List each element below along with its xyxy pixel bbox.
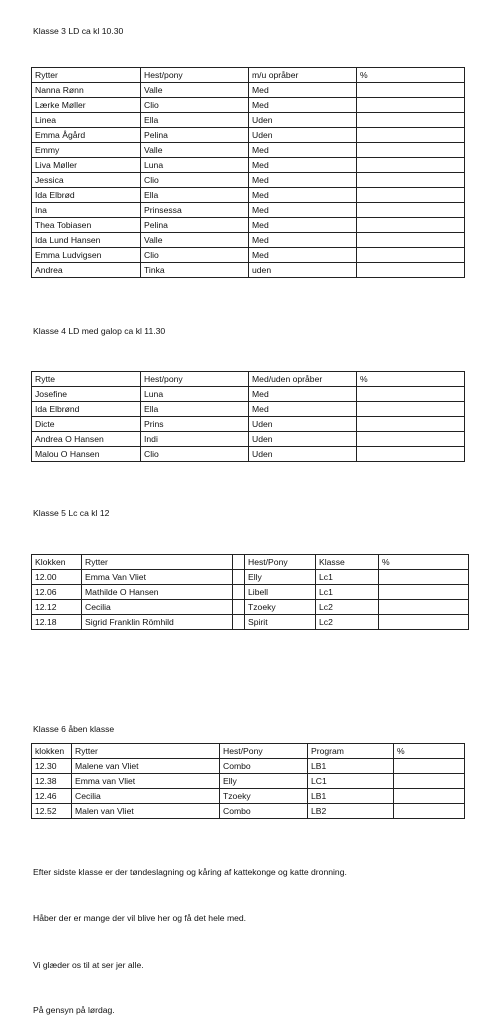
table-cell bbox=[357, 98, 465, 113]
table-cell: Linea bbox=[32, 113, 141, 128]
table-cell: Pelina bbox=[141, 218, 249, 233]
table-cell: 12.52 bbox=[32, 804, 72, 819]
table-cell: Uden bbox=[249, 128, 357, 143]
table-cell: Med bbox=[249, 173, 357, 188]
table-cell: Med bbox=[249, 248, 357, 263]
table-header-row bbox=[32, 744, 465, 759]
table-cell: Liva Møller bbox=[32, 158, 141, 173]
table-cell: 12.06 bbox=[32, 585, 82, 600]
table-cell bbox=[357, 173, 465, 188]
table-cell: Med bbox=[249, 402, 357, 417]
table-cell: Ina bbox=[32, 203, 141, 218]
table-row bbox=[32, 570, 469, 585]
table-cell: Elly bbox=[245, 570, 316, 585]
table-row bbox=[32, 233, 465, 248]
table-cell bbox=[357, 387, 465, 402]
table-header-row bbox=[32, 68, 465, 83]
table-cell bbox=[233, 600, 245, 615]
table-cell: Rytter bbox=[82, 555, 233, 570]
table-cell bbox=[357, 143, 465, 158]
table-cell: Rytter bbox=[72, 744, 220, 759]
table-cell: Tinka bbox=[141, 263, 249, 278]
table-cell: Ella bbox=[141, 113, 249, 128]
table-row bbox=[32, 759, 465, 774]
table-cell: Combo bbox=[220, 759, 308, 774]
table-cell: klokken bbox=[32, 744, 72, 759]
table-cell: Cecilia bbox=[72, 789, 220, 804]
table-cell: Med bbox=[249, 143, 357, 158]
table-cell: Klasse bbox=[316, 555, 379, 570]
table-cell: Luna bbox=[141, 387, 249, 402]
table-cell: Prinsessa bbox=[141, 203, 249, 218]
table-cell bbox=[394, 759, 465, 774]
table-cell: Thea Tobiasen bbox=[32, 218, 141, 233]
table-cell bbox=[357, 417, 465, 432]
table-cell: Cecilia bbox=[82, 600, 233, 615]
table-cell: Ida Elbrød bbox=[32, 188, 141, 203]
table-cell: Josefine bbox=[32, 387, 141, 402]
table-row bbox=[32, 615, 469, 630]
table-cell: 12.18 bbox=[32, 615, 82, 630]
table-cell: Sigrid Franklin Römhild bbox=[82, 615, 233, 630]
table-cell: Emma Ludvigsen bbox=[32, 248, 141, 263]
table-cell: Emmy bbox=[32, 143, 141, 158]
table-cell: % bbox=[394, 744, 465, 759]
table-cell bbox=[379, 570, 469, 585]
table-cell: 12.30 bbox=[32, 759, 72, 774]
table-cell: uden bbox=[249, 263, 357, 278]
table-row bbox=[32, 600, 469, 615]
table-cell: LB2 bbox=[308, 804, 394, 819]
table-cell: Clio bbox=[141, 248, 249, 263]
table-cell: Ida Lund Hansen bbox=[32, 233, 141, 248]
table-cell bbox=[379, 600, 469, 615]
table-row bbox=[32, 447, 465, 462]
table-cell: 12.12 bbox=[32, 600, 82, 615]
table-cell: Rytter bbox=[32, 68, 141, 83]
heading-klasse-4: Klasse 4 LD med galop ca kl 11.30 bbox=[33, 326, 166, 336]
table-header-row bbox=[32, 372, 465, 387]
closing-paragraph-1: Efter sidste klasse er der tøndeslagning og kåring af kattekonge og katte dronning. bbox=[33, 867, 347, 877]
table-cell: Ella bbox=[141, 402, 249, 417]
closing-paragraph-2: Håber der er mange der vil blive her og få det hele med. bbox=[33, 913, 247, 923]
table-cell: Libell bbox=[245, 585, 316, 600]
table-row bbox=[32, 143, 465, 158]
table-cell bbox=[357, 218, 465, 233]
table-cell bbox=[357, 128, 465, 143]
table-cell: Valle bbox=[141, 83, 249, 98]
table-row bbox=[32, 128, 465, 143]
table-cell: Med bbox=[249, 188, 357, 203]
table-klasse-4 bbox=[31, 371, 465, 462]
table-row bbox=[32, 98, 465, 113]
heading-klasse-5: Klasse 5 Lc ca kl 12 bbox=[33, 508, 110, 518]
table-cell bbox=[357, 83, 465, 98]
table-cell: Prins bbox=[141, 417, 249, 432]
table-row bbox=[32, 248, 465, 263]
table-cell: Hest/pony bbox=[141, 372, 249, 387]
table-cell: Lc2 bbox=[316, 615, 379, 630]
table-cell: Lc2 bbox=[316, 600, 379, 615]
table-cell: Clio bbox=[141, 447, 249, 462]
table-row bbox=[32, 417, 465, 432]
table-row bbox=[32, 387, 465, 402]
table-row bbox=[32, 585, 469, 600]
table-cell bbox=[357, 248, 465, 263]
table-cell: Tzoeky bbox=[220, 789, 308, 804]
table-cell: Med bbox=[249, 387, 357, 402]
table-cell: 12.38 bbox=[32, 774, 72, 789]
table-cell: Dicte bbox=[32, 417, 141, 432]
table-cell: Valle bbox=[141, 143, 249, 158]
table-cell: Tzoeky bbox=[245, 600, 316, 615]
table-cell bbox=[233, 570, 245, 585]
table-cell: Hest/pony bbox=[141, 68, 249, 83]
table-row bbox=[32, 432, 465, 447]
table-cell: Andrea O Hansen bbox=[32, 432, 141, 447]
table-cell: m/u opråber bbox=[249, 68, 357, 83]
table-cell bbox=[357, 432, 465, 447]
table-cell bbox=[357, 402, 465, 417]
table-cell: Malen van Vliet bbox=[72, 804, 220, 819]
table-cell bbox=[394, 789, 465, 804]
heading-klasse-3: Klasse 3 LD ca kl 10.30 bbox=[33, 26, 124, 36]
table-header-row bbox=[32, 555, 469, 570]
table-cell: Uden bbox=[249, 447, 357, 462]
table-cell bbox=[357, 233, 465, 248]
table-cell: Med bbox=[249, 158, 357, 173]
table-cell: Pelina bbox=[141, 128, 249, 143]
table-cell: Uden bbox=[249, 432, 357, 447]
table-row bbox=[32, 804, 465, 819]
table-klasse-3 bbox=[31, 67, 465, 278]
table-cell: Malene van Vliet bbox=[72, 759, 220, 774]
table-cell: Luna bbox=[141, 158, 249, 173]
table-cell bbox=[357, 188, 465, 203]
table-cell bbox=[357, 263, 465, 278]
table-cell bbox=[394, 774, 465, 789]
table-cell: Med bbox=[249, 83, 357, 98]
table-row bbox=[32, 173, 465, 188]
table-row bbox=[32, 402, 465, 417]
table-cell: Spirit bbox=[245, 615, 316, 630]
table-cell bbox=[379, 585, 469, 600]
table-cell: Uden bbox=[249, 113, 357, 128]
table-cell: Med bbox=[249, 98, 357, 113]
table-cell: Ida Elbrønd bbox=[32, 402, 141, 417]
table-cell bbox=[233, 555, 245, 570]
table-cell bbox=[357, 113, 465, 128]
table-row bbox=[32, 188, 465, 203]
table-row bbox=[32, 218, 465, 233]
closing-paragraph-3: Vi glæder os til at ser jer alle. bbox=[33, 960, 144, 970]
table-cell: Nanna Rønn bbox=[32, 83, 141, 98]
table-cell: Program bbox=[308, 744, 394, 759]
table-cell bbox=[357, 447, 465, 462]
table-cell bbox=[357, 203, 465, 218]
table-cell bbox=[379, 615, 469, 630]
table-cell: Klokken bbox=[32, 555, 82, 570]
table-cell: Emma Ågård bbox=[32, 128, 141, 143]
heading-klasse-6: Klasse 6 åben klasse bbox=[33, 724, 115, 734]
table-klasse-6 bbox=[31, 743, 465, 819]
table-cell bbox=[233, 585, 245, 600]
table-cell: LC1 bbox=[308, 774, 394, 789]
table-cell: Rytte bbox=[32, 372, 141, 387]
table-cell: Lc1 bbox=[316, 585, 379, 600]
table-cell: Jessica bbox=[32, 173, 141, 188]
table-cell: 12.00 bbox=[32, 570, 82, 585]
table-cell: Med/uden opråber bbox=[249, 372, 357, 387]
closing-paragraph-4: På gensyn på lørdag. bbox=[33, 1005, 115, 1015]
table-cell: LB1 bbox=[308, 759, 394, 774]
table-cell: Clio bbox=[141, 98, 249, 113]
table-row bbox=[32, 789, 465, 804]
table-cell: Med bbox=[249, 233, 357, 248]
table-cell bbox=[233, 615, 245, 630]
table-cell: Uden bbox=[249, 417, 357, 432]
table-row bbox=[32, 158, 465, 173]
table-row bbox=[32, 263, 465, 278]
table-cell: 12.46 bbox=[32, 789, 72, 804]
table-cell: Hest/Pony bbox=[245, 555, 316, 570]
table-cell: Ella bbox=[141, 188, 249, 203]
table-row bbox=[32, 113, 465, 128]
table-cell: Med bbox=[249, 203, 357, 218]
table-cell: LB1 bbox=[308, 789, 394, 804]
table-row bbox=[32, 774, 465, 789]
table-cell: Emma van Vliet bbox=[72, 774, 220, 789]
table-cell: Mathilde O Hansen bbox=[82, 585, 233, 600]
table-row bbox=[32, 203, 465, 218]
table-cell: Lc1 bbox=[316, 570, 379, 585]
table-cell: Elly bbox=[220, 774, 308, 789]
table-klasse-5 bbox=[31, 554, 469, 630]
table-cell: % bbox=[379, 555, 469, 570]
table-cell: Clio bbox=[141, 173, 249, 188]
table-cell bbox=[394, 804, 465, 819]
table-cell bbox=[357, 158, 465, 173]
table-cell: Lærke Møller bbox=[32, 98, 141, 113]
table-cell: Andrea bbox=[32, 263, 141, 278]
table-cell: Valle bbox=[141, 233, 249, 248]
table-row bbox=[32, 83, 465, 98]
table-cell: Med bbox=[249, 218, 357, 233]
table-cell: Hest/Pony bbox=[220, 744, 308, 759]
table-cell: % bbox=[357, 68, 465, 83]
table-cell: Indi bbox=[141, 432, 249, 447]
table-cell: Malou O Hansen bbox=[32, 447, 141, 462]
table-cell: Emma Van Vliet bbox=[82, 570, 233, 585]
table-cell: % bbox=[357, 372, 465, 387]
table-cell: Combo bbox=[220, 804, 308, 819]
